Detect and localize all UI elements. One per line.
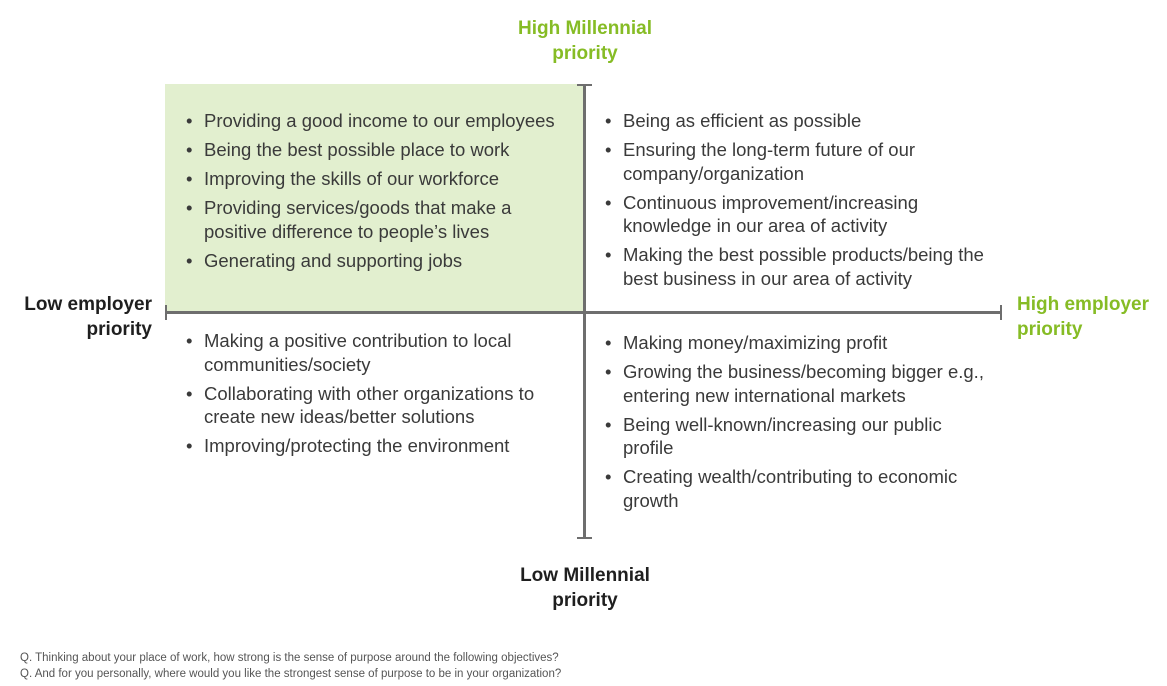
- quadrant-item: • Being well-known/increasing our public profile: [605, 413, 995, 460]
- quadrant-item: • Providing a good income to our employees: [186, 109, 566, 133]
- quadrant-item: • Continuous improvement/increasing knowledge in our area of activity: [605, 191, 995, 238]
- axis-label-low-millennial: Low Millennial priority: [520, 565, 650, 611]
- quadrant-bottom-right-list: [605, 331, 995, 518]
- horizontal-axis-left-cap: [165, 305, 167, 320]
- quadrant-top-right-list: [605, 109, 995, 296]
- footnote-question-2: Q. And for you personally, where would you like the strongest sense of purpose to be in your organization?: [20, 668, 562, 680]
- quadrant-item: • Generating and supporting jobs: [186, 249, 566, 273]
- quadrant-item: • Collaborating with other organizations to create new ideas/better solutions: [186, 382, 566, 429]
- horizontal-axis: [165, 311, 1002, 314]
- quadrant-item: • Improving the skills of our workforce: [186, 167, 566, 191]
- quadrant-item: • Making money/maximizing profit: [605, 331, 995, 355]
- quadrant-bottom-left-list: [186, 329, 566, 463]
- quadrant-item: • Improving/protecting the environment: [186, 434, 566, 458]
- quadrant-item: • Being the best possible place to work: [186, 138, 566, 162]
- quadrant-item: • Growing the business/becoming bigger e.g., entering new international markets: [605, 360, 995, 407]
- quadrant-item: • Providing services/goods that make a positive difference to people’s lives: [186, 196, 566, 243]
- quadrant-item: • Creating wealth/contributing to economic growth: [605, 465, 995, 512]
- quadrant-item: • Making the best possible products/being the best business in our area of activity: [605, 243, 995, 290]
- horizontal-axis-right-cap: [1000, 305, 1002, 320]
- axis-label-high-millennial: High Millennial priority: [517, 18, 653, 64]
- quadrant-item: • Being as efficient as possible: [605, 109, 995, 133]
- vertical-axis-top-cap: [577, 84, 592, 86]
- footnote-question-1: Q. Thinking about your place of work, how strong is the sense of purpose around the following objectives?: [20, 652, 559, 664]
- quadrant-top-left-list: [186, 109, 566, 278]
- axis-label-low-employer: Low employer priority: [24, 294, 152, 340]
- quadrant-item: • Making a positive contribution to local communities/society: [186, 329, 566, 376]
- vertical-axis-bottom-cap: [577, 537, 592, 539]
- survey-footnotes: [20, 650, 561, 682]
- quadrant-item: • Ensuring the long-term future of our company/organization: [605, 138, 995, 185]
- axis-label-high-employer: High employer priority: [1017, 294, 1149, 340]
